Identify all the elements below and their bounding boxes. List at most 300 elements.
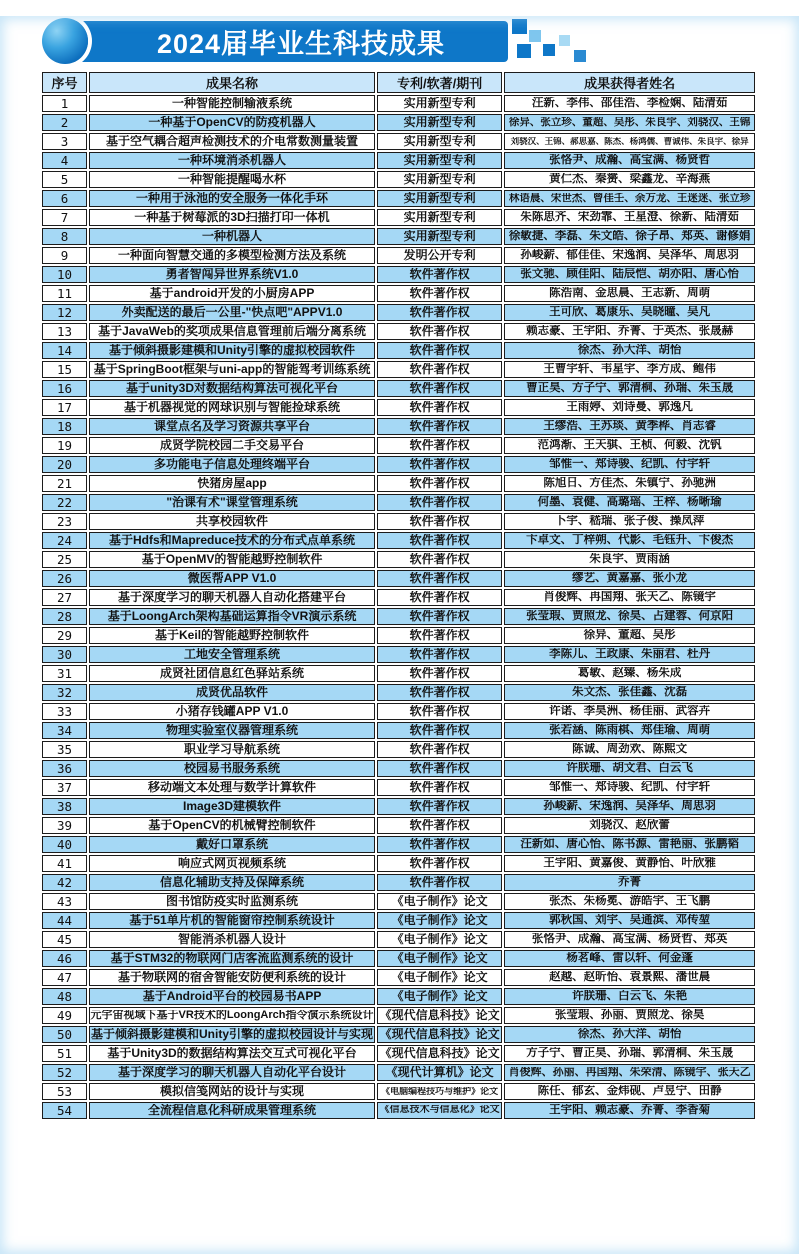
achievement-name-cell-text: 一种环境消杀机器人	[178, 154, 287, 167]
type-cell	[377, 627, 502, 644]
type-cell-text: 《现代信息科技》论文	[379, 1028, 500, 1041]
row-number-cell-text: 13	[57, 324, 73, 339]
authors-cell	[504, 399, 755, 416]
type-cell-text: 实用新型专利	[403, 230, 476, 243]
achievement-name-cell-text: 一种智能控制输液系统	[172, 97, 293, 110]
achievement-name-cell-text: 课堂点名及学习资源共享平台	[154, 420, 311, 433]
authors-cell-text: 张文驰、顾佳阳、陆辰恺、胡亦阳、唐心怡	[520, 268, 739, 281]
achievement-name-cell	[89, 703, 375, 720]
authors-cell-text: 邹惟一、郑诗骏、纪凯、付宇轩	[549, 458, 711, 471]
type-cell-text: 软件著作权	[409, 325, 470, 338]
table-row	[42, 228, 755, 245]
row-number-cell	[42, 551, 87, 568]
row-number-cell	[42, 570, 87, 587]
type-cell	[377, 456, 502, 473]
type-cell	[377, 912, 502, 929]
type-cell	[377, 1102, 502, 1119]
type-cell-text: 《信息技术与信息化》论文	[379, 1105, 500, 1116]
authors-cell	[504, 1045, 755, 1062]
achievement-name-cell-text: Image3D建模软件	[183, 800, 282, 813]
table-row	[42, 836, 755, 853]
row-number-cell-text: 46	[57, 951, 73, 966]
row-number-cell	[42, 646, 87, 663]
row-number-cell	[42, 665, 87, 682]
row-number-cell-text: 40	[57, 837, 73, 852]
authors-cell-text: 葛敏、赵臻、杨朱成	[577, 667, 682, 680]
achievement-name-cell	[89, 456, 375, 473]
type-cell-text: 软件著作权	[409, 819, 470, 832]
type-cell	[377, 741, 502, 758]
achievement-name-cell	[89, 475, 375, 492]
type-cell-text: 实用新型专利	[403, 97, 476, 110]
table-row	[42, 114, 755, 131]
type-cell	[377, 342, 502, 359]
table-row	[42, 1045, 755, 1062]
achievement-name-cell	[89, 836, 375, 853]
row-number-cell	[42, 475, 87, 492]
row-number-cell-text: 44	[57, 913, 73, 928]
row-number-cell-text: 35	[57, 742, 73, 757]
authors-cell	[504, 817, 755, 834]
achievement-name-cell-text: 基于SpringBoot框架与uni-app的智能驾考训练系统	[93, 363, 371, 376]
achievement-name-cell	[89, 950, 375, 967]
type-cell	[377, 133, 502, 150]
type-cell-text: 软件著作权	[409, 344, 470, 357]
authors-cell-text: 汪新、李伟、邵佳浩、李检娴、陆清茹	[531, 97, 728, 110]
row-number-cell	[42, 304, 87, 321]
type-cell	[377, 1007, 502, 1024]
type-cell-text: 软件著作权	[409, 591, 470, 604]
achievement-name-cell-text: 移动端文本处理与数学计算软件	[148, 781, 317, 794]
type-cell	[377, 247, 502, 264]
authors-cell	[504, 627, 755, 644]
authors-cell	[504, 608, 755, 625]
achievement-name-cell-text: 基于JavaWeb的奖项成果信息管理前后端分离系统	[98, 325, 366, 338]
row-number-cell-text: 11	[57, 286, 73, 301]
table-row	[42, 722, 755, 739]
column-header-name: 成果名称	[89, 72, 375, 93]
type-cell-text: 软件著作权	[409, 724, 470, 737]
authors-cell	[504, 114, 755, 131]
authors-cell-text: 许朕珊、胡文君、白云飞	[566, 762, 693, 775]
authors-cell	[504, 532, 755, 549]
authors-cell-text: 缪艺、黄嘉嘉、张小龙	[572, 572, 688, 585]
row-number-cell	[42, 836, 87, 853]
row-number-cell	[42, 988, 87, 1005]
type-cell	[377, 684, 502, 701]
row-number-cell	[42, 855, 87, 872]
type-cell-text: 软件著作权	[409, 477, 470, 490]
row-number-cell-text: 51	[57, 1046, 73, 1061]
authors-cell-text: 郭秋国、刘宇、吴通滨、邓传堃	[549, 914, 711, 927]
authors-cell	[504, 190, 755, 207]
authors-cell-text: 曹正昊、方子宁、郭清桐、孙瑞、朱玉晟	[526, 382, 734, 395]
authors-cell	[504, 437, 755, 454]
type-cell-text: 《现代计算机》论文	[385, 1066, 494, 1079]
type-cell	[377, 703, 502, 720]
authors-cell-text: 徐杰、孙大洋、胡怡	[577, 344, 682, 357]
row-number-cell	[42, 418, 87, 435]
type-cell-text: 软件著作权	[409, 420, 470, 433]
achievement-name-cell-text: 成贤社团信息红色驿站系统	[160, 667, 305, 680]
achievement-name-cell	[89, 418, 375, 435]
type-cell-text: 软件著作权	[409, 439, 470, 452]
authors-cell-text: 张莹瑕、孙丽、贾照龙、徐昊	[554, 1009, 705, 1022]
authors-cell-text: 孙峻薪、郁佳佳、宋逸润、吴泽华、周思羽	[520, 249, 739, 262]
achievement-name-cell	[89, 1045, 375, 1062]
row-number-cell-text: 22	[57, 495, 73, 510]
type-cell-text: 《现代信息科技》论文	[379, 1047, 500, 1060]
row-number-cell	[42, 228, 87, 245]
row-number-cell	[42, 342, 87, 359]
row-number-cell	[42, 437, 87, 454]
authors-cell-text: 陈诚、周劲欢、陈熙文	[572, 743, 688, 756]
authors-cell-text: 王可欣、葛康乐、吴晓曈、吴凡	[549, 306, 711, 319]
achievement-name-cell-text: 一种智能提醒喝水杯	[178, 173, 287, 186]
row-number-cell-text: 12	[57, 305, 73, 320]
table-row	[42, 969, 755, 986]
row-number-cell-text: 45	[57, 932, 73, 947]
table-row	[42, 171, 755, 188]
row-number-cell	[42, 1083, 87, 1100]
type-cell-text: 实用新型专利	[403, 211, 476, 224]
results-table	[40, 70, 757, 1121]
achievement-name-cell-text: 智能消杀机器人设计	[178, 933, 287, 946]
type-cell-text: 软件著作权	[409, 876, 470, 889]
row-number-cell	[42, 912, 87, 929]
achievement-name-cell	[89, 1064, 375, 1081]
row-number-cell-text: 41	[57, 856, 73, 871]
authors-cell	[504, 323, 755, 340]
table-row	[42, 646, 755, 663]
authors-cell	[504, 589, 755, 606]
type-cell-text: 软件著作权	[409, 553, 470, 566]
table-row	[42, 589, 755, 606]
type-cell	[377, 152, 502, 169]
table-row	[42, 475, 755, 492]
row-number-cell-text: 29	[57, 628, 73, 643]
row-number-cell	[42, 893, 87, 910]
achievement-name-cell-text: 成贤优品软件	[196, 686, 269, 699]
row-number-cell-text: 18	[57, 419, 73, 434]
row-number-cell-text: 37	[57, 780, 73, 795]
type-cell	[377, 475, 502, 492]
table-row	[42, 532, 755, 549]
table-row	[42, 551, 755, 568]
results-table-body	[42, 95, 755, 1119]
authors-cell	[504, 228, 755, 245]
table-row	[42, 855, 755, 872]
row-number-cell-text: 6	[60, 191, 69, 206]
row-number-cell	[42, 323, 87, 340]
achievement-name-cell-text: 职业学习导航系统	[184, 743, 281, 756]
row-number-cell	[42, 1064, 87, 1081]
achievement-name-cell	[89, 893, 375, 910]
achievement-name-cell-text: 一种用于泳池的安全服务一体化手环	[136, 192, 329, 205]
type-cell-text: 《电脑编程技巧与维护》论文	[381, 1086, 499, 1096]
authors-cell	[504, 893, 755, 910]
authors-cell-text: 许诺、李昊洲、杨佳丽、武容卉	[549, 705, 711, 718]
row-number-cell-text: 32	[57, 685, 73, 700]
type-cell	[377, 1083, 502, 1100]
authors-cell	[504, 665, 755, 682]
achievement-name-cell	[89, 931, 375, 948]
authors-cell	[504, 570, 755, 587]
authors-cell	[504, 1064, 755, 1081]
row-number-cell	[42, 494, 87, 511]
authors-cell	[504, 551, 755, 568]
achievement-name-cell-text: 基于倾斜摄影建模和Unity引擎的虚拟校园软件	[109, 344, 356, 357]
achievement-name-cell-text: 全流程信息化科研成果管理系统	[148, 1104, 317, 1117]
authors-cell-text: 徐敏捷、李磊、朱文皓、徐子昂、郑英、谢修娟	[508, 230, 751, 243]
achievement-name-cell-text: 基于空气耦合超声检测技术的介电常数测量装置	[106, 135, 359, 148]
authors-cell	[504, 912, 755, 929]
authors-cell-text: 陈浩南、金思晨、王志新、周萌	[549, 287, 711, 300]
authors-cell	[504, 988, 755, 1005]
table-row	[42, 266, 755, 283]
table-row	[42, 608, 755, 625]
table-row	[42, 798, 755, 815]
type-cell	[377, 171, 502, 188]
authors-cell-text: 赖志豪、王宇阳、乔菁、于英杰、张晟赫	[526, 325, 734, 338]
achievement-name-cell	[89, 304, 375, 321]
authors-cell-text: 徐异、董超、吴彤	[583, 629, 676, 642]
pixel-mosaic-decoration	[512, 19, 622, 65]
type-cell-text: 实用新型专利	[403, 154, 476, 167]
type-cell	[377, 266, 502, 283]
row-number-cell	[42, 722, 87, 739]
authors-cell-text: 肖俊辉、孙丽、冉国翔、朱荣清、陈镜宇、张天乙	[508, 1066, 751, 1078]
achievement-name-cell-text: 基于Hdfs和Mapreduce技术的分布式点单系统	[109, 534, 356, 547]
achievement-name-cell	[89, 342, 375, 359]
authors-cell	[504, 304, 755, 321]
row-number-cell-text: 39	[57, 818, 73, 833]
type-cell	[377, 304, 502, 321]
row-number-cell-text: 7	[60, 210, 69, 225]
type-cell-text: 发明公开专利	[403, 249, 476, 262]
authors-cell-text: 卞卓文、丁梓朔、代影、毛钰升、卞俊杰	[526, 534, 734, 547]
row-number-cell-text: 16	[57, 381, 73, 396]
table-row	[42, 703, 755, 720]
row-number-cell	[42, 152, 87, 169]
row-number-cell	[42, 456, 87, 473]
table-row	[42, 247, 755, 264]
authors-cell	[504, 133, 755, 150]
authors-cell-text: 李陈儿、王政康、朱丽君、杜丹	[549, 648, 711, 661]
achievement-name-cell-text: 基于Android平台的校园易书APP	[142, 990, 322, 1003]
type-cell-text: 软件著作权	[409, 686, 470, 699]
achievement-name-cell-text: 基于OpenCV的机械臂控制软件	[148, 819, 316, 832]
row-number-cell	[42, 741, 87, 758]
authors-cell-text: 范鸿渐、王天骐、王桢、何毅、沈钒	[537, 439, 722, 452]
table-row	[42, 152, 755, 169]
type-cell	[377, 209, 502, 226]
table-row	[42, 988, 755, 1005]
authors-cell-text: 孙峻薪、宋逸润、吴泽华、周思羽	[543, 800, 716, 813]
type-cell-text: 软件著作权	[409, 363, 470, 376]
achievement-name-cell	[89, 665, 375, 682]
authors-cell	[504, 380, 755, 397]
authors-cell	[504, 513, 755, 530]
achievement-name-cell	[89, 247, 375, 264]
authors-cell	[504, 798, 755, 815]
authors-cell	[504, 779, 755, 796]
authors-cell	[504, 703, 755, 720]
row-number-cell	[42, 513, 87, 530]
row-number-cell	[42, 532, 87, 549]
row-number-cell-text: 9	[60, 248, 69, 263]
row-number-cell	[42, 798, 87, 815]
achievement-name-cell-text: 多功能电子信息处理终端平台	[154, 458, 311, 471]
type-cell	[377, 608, 502, 625]
table-row	[42, 437, 755, 454]
type-cell-text: 软件著作权	[409, 667, 470, 680]
table-row	[42, 817, 755, 834]
type-cell	[377, 874, 502, 891]
type-cell-text: 软件著作权	[409, 610, 470, 623]
achievement-name-cell	[89, 114, 375, 131]
type-cell	[377, 646, 502, 663]
row-number-cell	[42, 1007, 87, 1024]
row-number-cell	[42, 285, 87, 302]
row-number-cell	[42, 1026, 87, 1043]
authors-cell-text: 刘骁汉、王锦、郝思嘉、陈杰、杨鸿儒、曹诚伟、朱良宇、徐异	[510, 137, 749, 146]
type-cell	[377, 228, 502, 245]
row-number-cell-text: 25	[57, 552, 73, 567]
achievement-name-cell-text: 基于51单片机的智能窗帘控制系统设计	[129, 914, 335, 927]
type-cell-text: 软件著作权	[409, 268, 470, 281]
table-row	[42, 950, 755, 967]
achievement-name-cell	[89, 589, 375, 606]
achievement-name-cell-text: 基于LoongArch架构基础运算指令VR演示系统	[107, 610, 357, 623]
type-cell	[377, 114, 502, 131]
authors-cell	[504, 931, 755, 948]
achievement-name-cell	[89, 1083, 375, 1100]
authors-cell	[504, 247, 755, 264]
row-number-cell-text: 28	[57, 609, 73, 624]
authors-cell	[504, 475, 755, 492]
authors-cell-text: 何墨、袁健、高璐瑶、王梓、杨晰瑜	[537, 496, 722, 509]
achievement-name-cell	[89, 190, 375, 207]
row-number-cell	[42, 931, 87, 948]
table-row	[42, 665, 755, 682]
row-number-cell	[42, 114, 87, 131]
row-number-cell	[42, 817, 87, 834]
type-cell-text: 实用新型专利	[403, 173, 476, 186]
achievement-name-cell-text: 元宇宙视域下基于VR技术的LoongArch指令演示系统设计	[90, 1009, 374, 1021]
achievement-name-cell	[89, 741, 375, 758]
title-banner	[42, 16, 799, 66]
table-row	[42, 779, 755, 796]
row-number-cell-text: 50	[57, 1027, 73, 1042]
row-number-cell-text: 1	[60, 96, 69, 111]
achievement-name-cell	[89, 855, 375, 872]
row-number-cell-text: 48	[57, 989, 73, 1004]
type-cell-text: 软件著作权	[409, 496, 470, 509]
authors-cell	[504, 950, 755, 967]
page-title: 2024届毕业生科技成果	[156, 29, 446, 59]
achievement-name-cell	[89, 513, 375, 530]
achievement-name-cell	[89, 266, 375, 283]
authors-cell	[504, 684, 755, 701]
achievement-name-cell	[89, 722, 375, 739]
authors-cell	[504, 342, 755, 359]
authors-cell-text: 徐杰、孙大洋、胡怡	[577, 1028, 682, 1041]
table-row	[42, 209, 755, 226]
achievement-name-cell	[89, 171, 375, 188]
row-number-cell	[42, 133, 87, 150]
type-cell	[377, 494, 502, 511]
row-number-cell	[42, 684, 87, 701]
table-row	[42, 323, 755, 340]
row-number-cell	[42, 969, 87, 986]
achievement-name-cell	[89, 874, 375, 891]
type-cell	[377, 988, 502, 1005]
row-number-cell-text: 38	[57, 799, 73, 814]
type-cell-text: 《电子制作》论文	[391, 990, 488, 1003]
authors-cell-text: 王宇阳、赖志豪、乔菁、李香菊	[549, 1104, 711, 1117]
achievement-name-cell-text: "治课有术"课堂管理系统	[166, 496, 298, 509]
row-number-cell-text: 43	[57, 894, 73, 909]
achievement-name-cell-text: 快猪房屋app	[197, 477, 267, 490]
row-number-cell	[42, 190, 87, 207]
row-number-cell	[42, 760, 87, 777]
type-cell-text: 软件著作权	[409, 762, 470, 775]
table-row	[42, 285, 755, 302]
achievement-name-cell-text: 勇者智闯异世界系统V1.0	[165, 268, 299, 281]
achievement-name-cell	[89, 646, 375, 663]
row-number-cell-text: 5	[60, 172, 69, 187]
row-number-cell-text: 14	[57, 343, 73, 358]
authors-cell-text: 邹惟一、郑诗骏、纪凯、付宇轩	[549, 781, 711, 794]
row-number-cell	[42, 1102, 87, 1119]
authors-cell	[504, 722, 755, 739]
authors-cell-text: 乔菁	[618, 876, 642, 889]
table-row	[42, 627, 755, 644]
type-cell-text: 软件著作权	[409, 401, 470, 414]
row-number-cell	[42, 779, 87, 796]
column-header-no: 序号	[42, 72, 87, 93]
type-cell-text: 《电子制作》论文	[391, 952, 488, 965]
type-cell	[377, 817, 502, 834]
achievement-name-cell-text: 一种基于OpenCV的防疫机器人	[148, 116, 316, 129]
achievement-name-cell	[89, 570, 375, 587]
type-cell	[377, 190, 502, 207]
authors-cell	[504, 152, 755, 169]
row-number-cell	[42, 171, 87, 188]
achievement-name-cell	[89, 817, 375, 834]
type-cell	[377, 399, 502, 416]
achievement-name-cell-text: 基于OpenMV的智能越野控制软件	[141, 553, 323, 566]
achievement-name-cell	[89, 912, 375, 929]
type-cell	[377, 570, 502, 587]
row-number-cell	[42, 247, 87, 264]
type-cell	[377, 779, 502, 796]
achievement-name-cell-text: 工地安全管理系统	[184, 648, 281, 661]
achievement-name-cell	[89, 285, 375, 302]
row-number-cell-text: 31	[57, 666, 73, 681]
authors-cell-text: 陈任、郁玄、金炜砚、卢昱宁、田静	[537, 1085, 722, 1098]
authors-cell	[504, 95, 755, 112]
authors-cell	[504, 266, 755, 283]
row-number-cell-text: 8	[60, 229, 69, 244]
type-cell-text: 实用新型专利	[403, 135, 476, 148]
achievement-name-cell-text: 校园易书服务系统	[184, 762, 281, 775]
row-number-cell	[42, 266, 87, 283]
authors-cell	[504, 1102, 755, 1119]
authors-cell-text: 朱良宇、贾雨涵	[589, 553, 670, 566]
row-number-cell-text: 21	[57, 476, 73, 491]
